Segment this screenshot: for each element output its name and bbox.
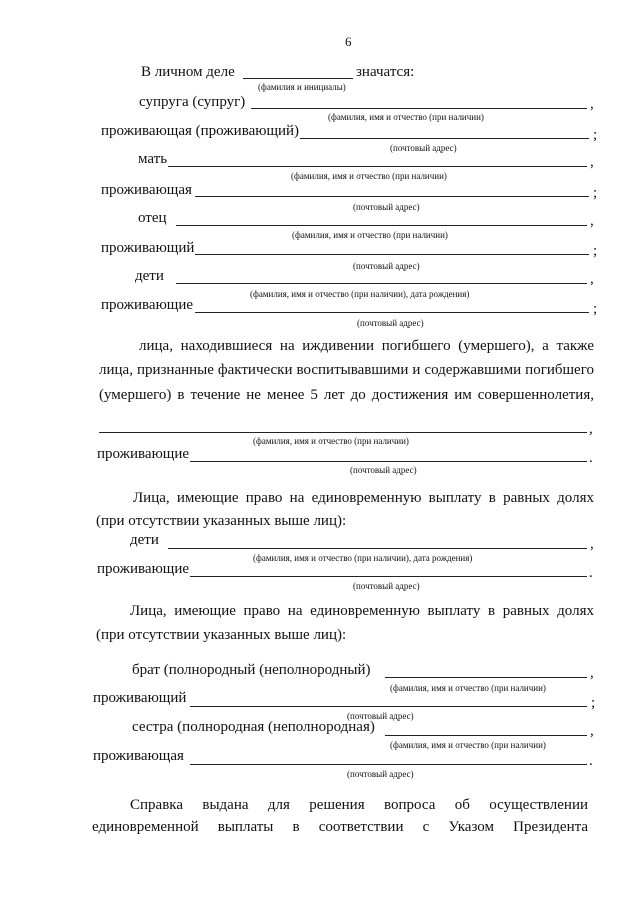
dependents-comma: , xyxy=(589,421,593,437)
father-living-label: проживающий xyxy=(101,240,195,256)
intro-prefix: В личном деле xyxy=(141,64,235,80)
personal-file-name-line[interactable] xyxy=(243,78,353,79)
children-semicolon: ; xyxy=(593,301,598,317)
children-comma: , xyxy=(590,271,594,287)
father-address-line[interactable] xyxy=(195,254,589,255)
dependents-address-line[interactable] xyxy=(190,461,587,462)
mother-living-label: проживающая xyxy=(101,182,192,198)
brother-caption: (фамилия, имя и отчество (при наличии) xyxy=(390,683,546,693)
brother-semicolon: ; xyxy=(591,695,596,711)
sister-name-line[interactable] xyxy=(385,735,587,736)
eq1-children-comma: , xyxy=(590,536,594,552)
eq1-address-caption: (почтовый адрес) xyxy=(353,581,420,591)
equal-shares-2-line-1: Лица, имеющие право на единовременную выплату в равных долях xyxy=(130,603,594,619)
children-caption: (фамилия, имя и отчество (при наличии), дата рождения) xyxy=(250,289,470,299)
father-label: отец xyxy=(138,210,167,226)
spouse-comma: , xyxy=(590,96,594,112)
sister-label: сестра (полнородная (неполнородная) xyxy=(132,719,375,735)
dependents-name-line[interactable] xyxy=(99,432,587,433)
spouse-address-caption: (почтовый адрес) xyxy=(390,143,457,153)
dependents-period: . xyxy=(589,450,593,466)
dependents-address-caption: (почтовый адрес) xyxy=(350,465,417,475)
closing-line-2: единовременной выплаты в соответствии с Указом Президента xyxy=(92,819,588,835)
brother-name-line[interactable] xyxy=(385,677,587,678)
dependents-living-label: проживающие xyxy=(97,446,190,462)
mother-caption: (фамилия, имя и отчество (при наличии) xyxy=(291,171,447,181)
spouse-living-label: проживающая (проживающий) xyxy=(101,123,300,139)
father-semicolon: ; xyxy=(593,243,598,259)
spouse-name-line[interactable] xyxy=(251,108,587,109)
mother-label: мать xyxy=(138,151,168,167)
brother-label: брат (полнородный (неполнородный) xyxy=(132,662,371,678)
children-label: дети xyxy=(135,268,164,284)
sister-living-label: проживающая xyxy=(93,748,184,764)
equal-shares-1-line-2: (при отсутствии указанных выше лиц): xyxy=(96,513,347,529)
children-address-caption: (почтовый адрес) xyxy=(357,318,424,328)
brother-address-line[interactable] xyxy=(190,706,587,707)
closing-line-1: Справка выдана для решения вопроса об осуществлении xyxy=(130,797,588,813)
eq1-address-line[interactable] xyxy=(190,576,587,577)
spouse-address-line[interactable] xyxy=(300,138,589,139)
father-caption: (фамилия, имя и отчество (при наличии) xyxy=(292,230,448,240)
intro-suffix: значатся: xyxy=(356,64,415,80)
intro-caption: (фамилия и инициалы) xyxy=(258,82,346,92)
dependents-line-3: (умершего) в течение не менее 5 лет до достижения им совершеннолетия, xyxy=(99,387,594,403)
equal-shares-2-line-2: (при отсутствии указанных выше лиц): xyxy=(96,627,347,643)
sister-caption: (фамилия, имя и отчество (при наличии) xyxy=(390,740,546,750)
mother-comma: , xyxy=(590,154,594,170)
eq1-children-label: дети xyxy=(130,532,159,548)
father-address-caption: (почтовый адрес) xyxy=(353,261,420,271)
eq1-children-caption: (фамилия, имя и отчество (при наличии), дата рождения) xyxy=(253,553,473,563)
mother-address-line[interactable] xyxy=(195,196,589,197)
sister-comma: , xyxy=(590,723,594,739)
mother-name-line[interactable] xyxy=(168,166,587,167)
eq1-living-label: проживающие xyxy=(97,561,190,577)
children-name-line[interactable] xyxy=(176,283,587,284)
mother-semicolon: ; xyxy=(593,185,598,201)
sister-period: . xyxy=(589,753,593,769)
page-number: 6 xyxy=(345,34,352,49)
father-comma: , xyxy=(590,213,594,229)
dependents-caption: (фамилия, имя и отчество (при наличии) xyxy=(253,436,409,446)
children-address-line[interactable] xyxy=(195,312,589,313)
eq1-children-name-line[interactable] xyxy=(168,548,587,549)
eq1-period: . xyxy=(589,565,593,581)
brother-comma: , xyxy=(590,665,594,681)
spouse-label: супруга (супруг) xyxy=(139,94,246,110)
dependents-line-1: лица, находившиеся на иждивении погибшего (умершего), а также xyxy=(139,338,594,354)
sister-address-caption: (почтовый адрес) xyxy=(347,769,414,779)
mother-address-caption: (почтовый адрес) xyxy=(353,202,420,212)
sister-address-line[interactable] xyxy=(190,764,587,765)
brother-living-label: проживающий xyxy=(93,690,187,706)
father-name-line[interactable] xyxy=(176,225,587,226)
equal-shares-1-line-1: Лица, имеющие право на единовременную выплату в равных долях xyxy=(133,490,594,506)
spouse-caption: (фамилия, имя и отчество (при наличии) xyxy=(328,112,484,122)
dependents-line-2: лица, признанные фактически воспитывавшими и содержавшими погибшего xyxy=(99,362,594,378)
brother-address-caption: (почтовый адрес) xyxy=(347,711,414,721)
children-living-label: проживающие xyxy=(101,297,194,313)
spouse-semicolon: ; xyxy=(593,127,598,143)
